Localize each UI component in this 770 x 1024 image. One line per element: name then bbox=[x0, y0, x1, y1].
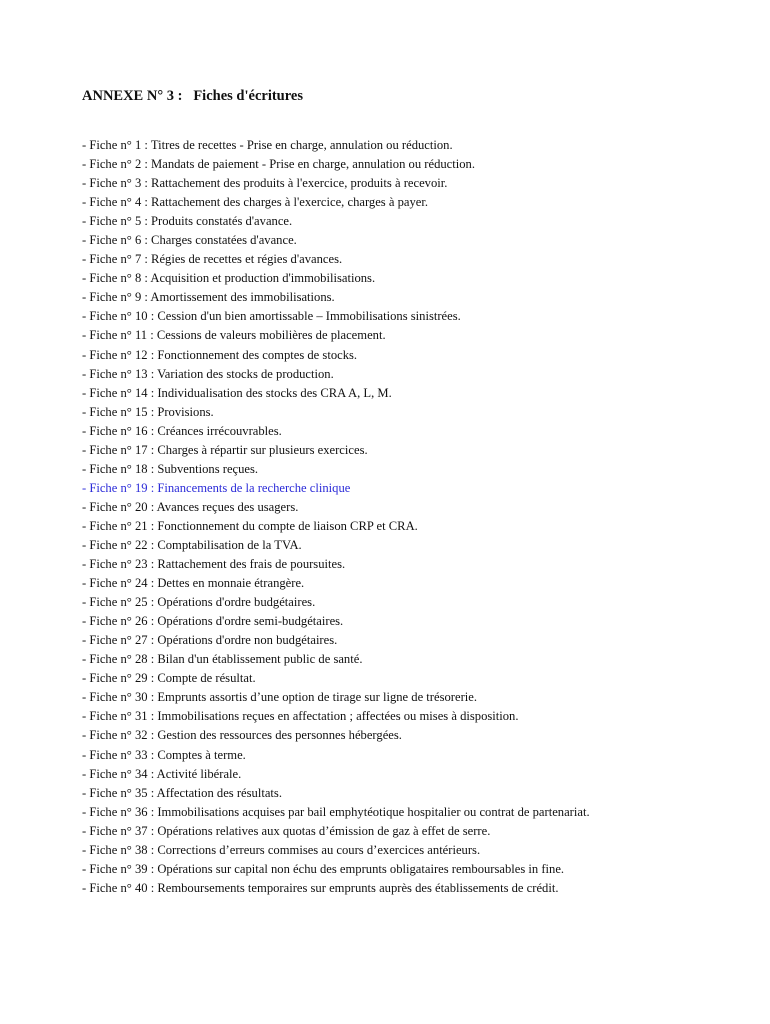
fiche-item: - Fiche n° 4 : Rattachement des charges à l'exercice, charges à payer. bbox=[82, 195, 429, 210]
fiche-item: - Fiche n° 18 : Subventions reçues. bbox=[82, 461, 259, 476]
fiche-item: - Fiche n° 1 : Titres de recettes - Prise en charge, annulation ou réduction. bbox=[82, 138, 453, 152]
fiche-item: - Fiche n° 15 : Provisions. bbox=[82, 404, 214, 419]
fiche-item: - Fiche n° 35 : Affectation des résultats. bbox=[82, 785, 282, 800]
fiche-item: - Fiche n° 2 : Mandats de paiement - Prise en charge, annulation ou réduction. bbox=[82, 157, 476, 172]
fiche-item: - Fiche n° 29 : Compte de résultat. bbox=[82, 671, 256, 686]
fiche-item: - Fiche n° 20 : Avances reçues des usagers. bbox=[82, 499, 299, 514]
fiche-item: - Fiche n° 25 : Opérations d'ordre budgétaires. bbox=[82, 595, 316, 610]
fiche-item: - Fiche n° 10 : Cession d'un bien amortissable – Immobilisations sinistrées. bbox=[82, 309, 461, 324]
fiche-item: - Fiche n° 5 : Produits constatés d'avance. bbox=[82, 214, 293, 229]
fiche-item: - Fiche n° 40 : Remboursements temporaires sur emprunts auprès des établissements de crédit. bbox=[82, 880, 559, 895]
fiche-item: - Fiche n° 7 : Régies de recettes et régies d'avances. bbox=[82, 252, 343, 267]
fiche-item: - Fiche n° 9 : Amortissement des immobilisations. bbox=[82, 290, 335, 305]
fiche-item: - Fiche n° 38 : Corrections d’erreurs commises au cours d’exercices antérieurs. bbox=[82, 842, 481, 857]
fiche-item: - Fiche n° 36 : Immobilisations acquises par bail emphytéotique hospitalier ou contrat de partenariat. bbox=[82, 804, 590, 819]
fiche-item: - Fiche n° 11 : Cessions de valeurs mobilières de placement. bbox=[82, 328, 386, 343]
fiche-item: - Fiche n° 22 : Comptabilisation de la TVA. bbox=[82, 537, 302, 552]
fiche-item: - Fiche n° 30 : Emprunts assortis d’une option de tirage sur ligne de trésorerie. bbox=[82, 690, 477, 705]
fiche-item: - Fiche n° 8 : Acquisition et production d'immobilisations. bbox=[82, 271, 376, 286]
fiche-item: - Fiche n° 37 : Opérations relatives aux quotas d’émission de gaz à effet de serre. bbox=[82, 823, 491, 838]
page-title: ANNEXE N° 3 : Fiches d'écritures bbox=[82, 88, 303, 104]
fiche-item: - Fiche n° 24 : Dettes en monnaie étrangère. bbox=[82, 576, 305, 591]
fiche-item: - Fiche n° 33 : Comptes à terme. bbox=[82, 747, 246, 762]
fiche-item: - Fiche n° 34 : Activité libérale. bbox=[82, 766, 242, 781]
fiche-item: - Fiche n° 14 : Individualisation des stocks des CRA A, L, M. bbox=[82, 385, 392, 400]
fiche-item: - Fiche n° 32 : Gestion des ressources des personnes hébergées. bbox=[82, 728, 402, 743]
fiche-list bbox=[82, 136, 590, 898]
fiche-item: - Fiche n° 21 : Fonctionnement du compte de liaison CRP et CRA. bbox=[82, 518, 418, 533]
fiche-item: - Fiche n° 23 : Rattachement des frais de poursuites. bbox=[82, 557, 346, 572]
fiche-item: - Fiche n° 26 : Opérations d'ordre semi-budgétaires. bbox=[82, 614, 344, 629]
fiche-item: - Fiche n° 31 : Immobilisations reçues en affectation ; affectées ou mises à disposition. bbox=[82, 709, 519, 724]
fiche-link-item[interactable]: - Fiche n° 19 : Financements de la recherche clinique bbox=[82, 480, 351, 495]
fiche-item: - Fiche n° 17 : Charges à répartir sur plusieurs exercices. bbox=[82, 442, 368, 457]
fiche-item: - Fiche n° 28 : Bilan d'un établissement public de santé. bbox=[82, 652, 363, 667]
fiche-item: - Fiche n° 27 : Opérations d'ordre non budgétaires. bbox=[82, 633, 338, 648]
fiche-item: - Fiche n° 6 : Charges constatées d'avance. bbox=[82, 233, 297, 248]
fiche-item: - Fiche n° 3 : Rattachement des produits à l'exercice, produits à recevoir. bbox=[82, 176, 448, 191]
fiche-item: - Fiche n° 16 : Créances irrécouvrables. bbox=[82, 423, 282, 438]
fiche-item: - Fiche n° 39 : Opérations sur capital non échu des emprunts obligataires remboursables in fine. bbox=[82, 861, 565, 876]
fiche-item: - Fiche n° 13 : Variation des stocks de production. bbox=[82, 366, 334, 381]
fiche-item: - Fiche n° 12 : Fonctionnement des comptes de stocks. bbox=[82, 347, 358, 362]
